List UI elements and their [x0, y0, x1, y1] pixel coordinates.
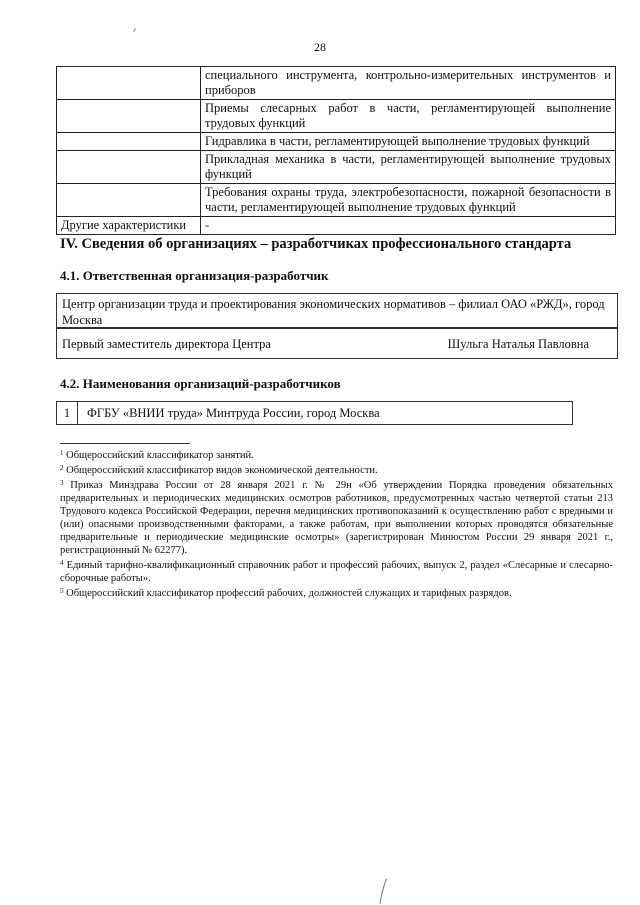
- footnote-mark: 4: [60, 559, 64, 567]
- pen-stroke-mark: [378, 878, 392, 905]
- table-cell-label: [57, 100, 201, 133]
- table-cell-value: -: [201, 217, 616, 235]
- table-row: [57, 100, 616, 133]
- footnote-text: Общероссийский классификатор видов экономической деятельности.: [66, 465, 378, 476]
- footnote-mark: 2: [60, 464, 64, 472]
- developer-row: [56, 401, 573, 425]
- footnote: [60, 585, 613, 600]
- footnote-mark: 3: [60, 479, 64, 487]
- signatory-box: [56, 327, 618, 359]
- page-number: 28: [314, 40, 326, 54]
- table-row: [57, 217, 616, 235]
- table-cell-label: Другие характеристики: [57, 217, 201, 235]
- responsible-organization-box: [56, 293, 618, 329]
- footnote-text: Единый тарифно-квалификационный справочник работ и профессий рабочих, выпуск 2, раздел «Слесарные и слесарно-сборочные работы».: [60, 560, 614, 584]
- footnote-text: Общероссийский классификатор занятий.: [66, 450, 254, 461]
- table-row: [57, 133, 616, 151]
- footnote-text: Общероссийский классификатор профессий рабочих, должностей служащих и тарифных разрядов.: [66, 588, 512, 599]
- table-row: [57, 67, 616, 100]
- footnote: [60, 557, 613, 585]
- table-row: [57, 184, 616, 217]
- signatory-position: Первый заместитель директора Центра: [62, 337, 271, 351]
- stray-ink-mark: [133, 28, 136, 32]
- table-cell-value: Приемы слесарных работ в части, регламентирующей выполнение трудовых функций: [201, 100, 616, 133]
- table-cell-value: специального инструмента, контрольно-измерительных инструментов и приборов: [201, 67, 616, 100]
- footnote-mark: 5: [60, 587, 64, 595]
- subsection-heading: 4.1. Ответственная организация-разработчик: [60, 268, 329, 283]
- footnotes: [60, 447, 613, 600]
- footnote-mark: 1: [60, 449, 64, 457]
- subsection-heading: 4.2. Наименования организаций-разработчиков: [60, 376, 341, 391]
- footnote: [60, 462, 613, 477]
- developer-number: 1: [57, 402, 78, 424]
- section-heading: IV. Сведения об организациях – разработчиках профессионального стандарта: [60, 236, 572, 252]
- signatory-name: Шульга Наталья Павловна: [447, 337, 589, 351]
- table-cell-label: [57, 184, 201, 217]
- table-cell-value: Прикладная механика в части, регламентирующей выполнение трудовых функций: [201, 151, 616, 184]
- footnote-text: Приказ Минздрава России от 28 января 2021 г. № 29н «Об утверждении Порядка проведения обязательных предварительных и периодических медицинских осмотров работников, предусмотренных частью четвертой статьи 213 Трудового кодекса Российской Федерации, перечня медицинских противопоказаний к осуществлению работ с вредными и (или) опасными производственными факторами, а также работам, при выполнении которых проводятся обязательные предварительные и периодические медицинские осмотры» (зарегистрирован Минюстом России 29 января 2021 г., регистрационный № 62277).: [60, 480, 614, 556]
- table-cell-label: [57, 67, 201, 100]
- table-cell-value: Требования охраны труда, электробезопасности, пожарной безопасности в части, регламентирующей выполнение трудовых функций: [201, 184, 616, 217]
- table-cell-label: [57, 151, 201, 184]
- developer-name: ФГБУ «ВНИИ труда» Минтруда России, город Москва: [87, 406, 380, 420]
- footnote-separator: [60, 443, 190, 444]
- table-cell-label: [57, 133, 201, 151]
- qualification-requirements-table: [56, 66, 616, 235]
- footnote: [60, 477, 613, 557]
- table-cell-value: Гидравлика в части, регламентирующей выполнение трудовых функций: [201, 133, 616, 151]
- footnote: [60, 447, 613, 462]
- table-row: [57, 151, 616, 184]
- organization-name: Центр организации труда и проектирования экономических нормативов – филиал ОАО «РЖД», город Москва: [62, 297, 605, 327]
